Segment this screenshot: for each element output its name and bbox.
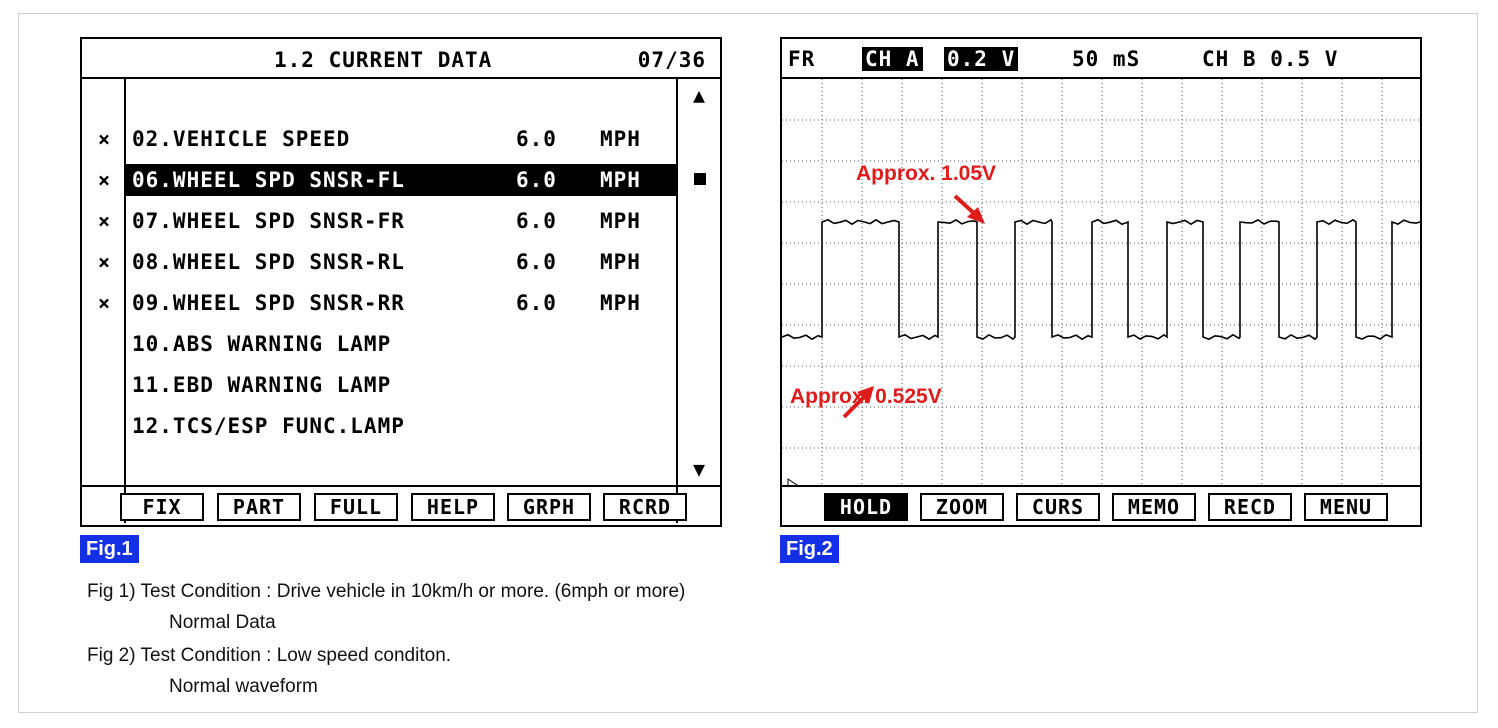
item-name: 02.VEHICLE SPEED [132,127,351,151]
item-name: 11.EBD WARNING LAMP [132,373,392,397]
note-fig2-condition: Fig 2) Test Condition : Low speed conditon. [87,645,452,666]
note-fig1-condition: Fig 1) Test Condition : Drive vehicle in 10km/h or more. (6mph or more) [87,581,686,602]
scanner-key-full[interactable]: FULL [314,493,398,521]
data-list-row[interactable] [126,123,678,155]
data-list-row[interactable] [126,410,678,442]
scope-key-zoom[interactable]: ZOOM [920,493,1004,521]
selection-mark-icon[interactable]: × [97,291,111,315]
oscilloscope-screen [780,37,1422,527]
scroll-down-arrow-icon[interactable]: ▼ [692,457,706,481]
item-unit: MPH [600,250,641,274]
item-name: 12.TCS/ESP FUNC.LAMP [132,414,405,438]
selection-mark-icon[interactable]: × [97,168,111,192]
scanner-key-help[interactable]: HELP [411,493,495,521]
selection-mark-icon[interactable]: × [97,250,111,274]
data-list-row[interactable] [126,287,678,319]
data-list-row[interactable] [126,205,678,237]
data-list-row[interactable] [126,164,678,196]
scope-key-curs[interactable]: CURS [1016,493,1100,521]
scroll-up-arrow-icon[interactable]: ▲ [692,83,706,107]
selection-mark-icon[interactable]: × [97,127,111,151]
scope-key-memo[interactable]: MEMO [1112,493,1196,521]
item-value: 6.0 [516,168,557,192]
page-counter: 07/36 [637,48,706,72]
channel-a-scale: 0.2 V [944,47,1018,71]
data-list-row[interactable] [126,246,678,278]
fig1-label: Fig.1 [80,535,139,563]
item-value: 6.0 [516,209,557,233]
scope-header [782,39,1420,79]
item-unit: MPH [600,168,641,192]
scope-key-menu[interactable]: MENU [1304,493,1388,521]
scanner-title-bar [82,39,720,79]
note-fig1-result: Normal Data [169,612,276,633]
channel-b-scale: CH B 0.5 V [1202,47,1339,71]
wheel-speed-waveform [782,220,1420,339]
scope-key-recd[interactable]: RECD [1208,493,1292,521]
scope-key-hold[interactable]: HOLD [824,493,908,521]
scanner-title: 1.2 CURRENT DATA [274,48,493,72]
fig2-label: Fig.2 [780,535,839,563]
item-unit: MPH [600,291,641,315]
item-name: 06.WHEEL SPD SNSR-FL [132,168,405,192]
scope-function-keys [782,485,1420,525]
item-name: 07.WHEEL SPD SNSR-FR [132,209,405,233]
scanner-current-data-screen [80,37,722,527]
selection-mark-icon[interactable]: × [97,209,111,233]
scanner-function-keys [82,485,720,525]
item-name: 08.WHEEL SPD SNSR-RL [132,250,405,274]
item-unit: MPH [600,209,641,233]
item-name: 10.ABS WARNING LAMP [132,332,392,356]
waveform-plot [782,79,1420,485]
scanner-key-grph[interactable]: GRPH [507,493,591,521]
item-value: 6.0 [516,250,557,274]
scanner-key-fix[interactable]: FIX [120,493,204,521]
scroll-thumb[interactable] [694,173,706,185]
current-data-list [124,79,678,523]
annotation-low-voltage: Approx. 0.525V [790,385,942,408]
time-scale: 50 mS [1072,47,1141,71]
data-list-row[interactable] [126,369,678,401]
scope-mode: FR [788,47,816,71]
item-unit: MPH [600,127,641,151]
channel-a-label: CH A [862,47,923,71]
annotation-high-voltage: Approx. 1.05V [856,162,997,185]
note-fig2-result: Normal waveform [169,676,318,697]
item-value: 6.0 [516,291,557,315]
item-name: 09.WHEEL SPD SNSR-RR [132,291,405,315]
data-list-row[interactable] [126,328,678,360]
scanner-key-rcrd[interactable]: RCRD [603,493,687,521]
arrow-high-icon [955,196,985,224]
scanner-key-part[interactable]: PART [217,493,301,521]
item-value: 6.0 [516,127,557,151]
scope-grid [782,79,1420,485]
